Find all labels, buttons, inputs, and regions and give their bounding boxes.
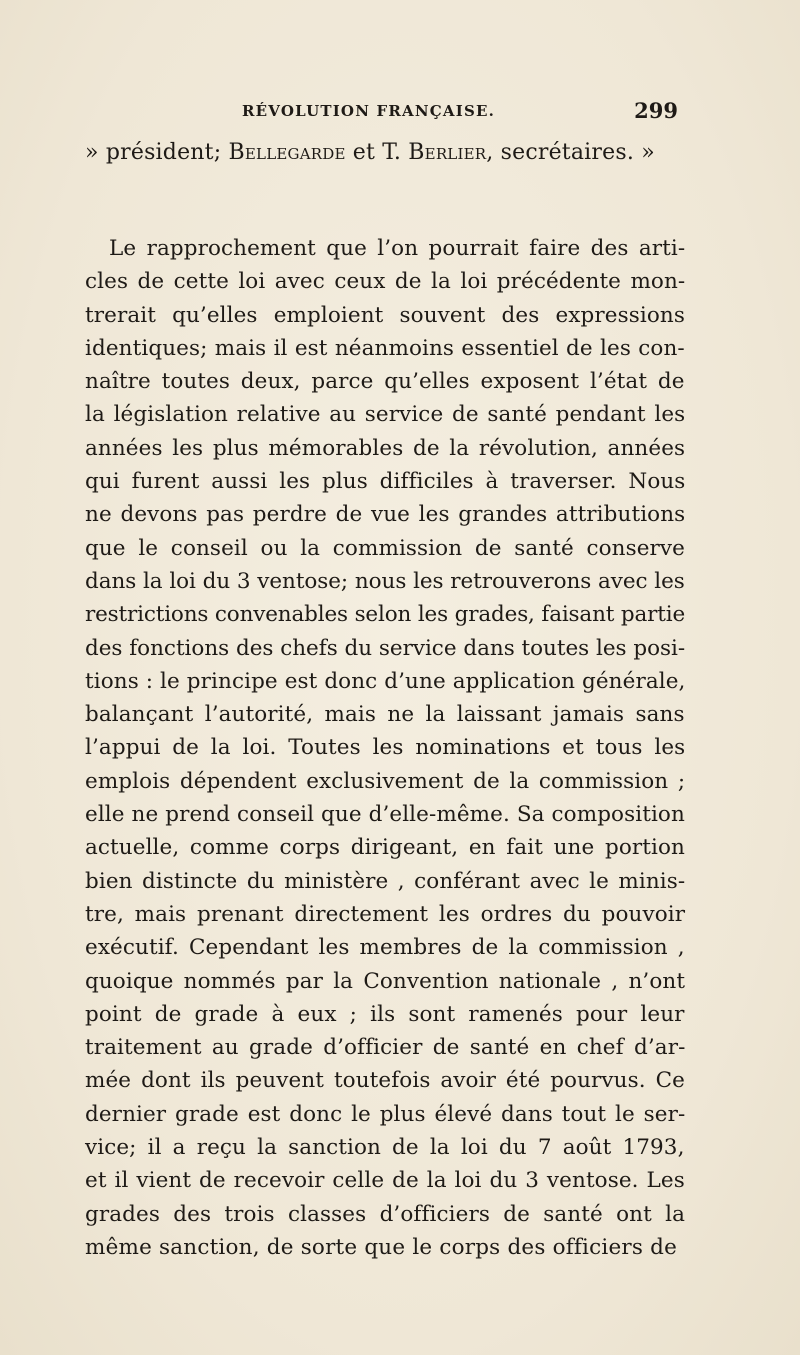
running-title: RÉVOLUTION FRANÇAISE. xyxy=(242,102,496,120)
quote-mid-text: et T. xyxy=(345,140,409,165)
person-name-berlier: Berlier xyxy=(408,140,487,165)
book-page: RÉVOLUTION FRANÇAISE. 299 » président; Bellegarde et T. Berlier, secrétaires. » Le rapprochement que l’on pourrait faire des arti- cles de cette loi avec ceux de la loi précédente mon- trerait qu’elles emploient souvent des expressions identiques; mais il est néanmoins essentiel de les con- naître toutes deux, parce qu’elles exposent l’état de la législation relative au service de santé pendant les années les plus mémorables de la révolution, années qui furent aussi les plus difficiles à traverser. Nous ne devons pas perdre de vue les grandes attributions que le conseil ou la commission de santé conserve dans la loi du 3 ventose; nous les retrouverons avec les restrictions convenables selon les grades, faisant partie des fonctions des chefs du service dans toutes les posi- tions : le principe est donc d’une application générale, balançant l’autorité, mais ne la laissant jamais sans l’appui de la loi. Toutes les nominations et tous les emplois dépendent exclusivement de la commission ; elle ne prend conseil que d’elle-même. Sa composition actuelle, comme corps dirigeant, en fait une portion bien distincte du ministère , conférant avec le minis- tre, mais prenant directement les ordres du pouvoir exécutif. Cependant les membres de la commission , quoique nommés par la Convention nationale , n’ont point de grade à eux ; ils sont ramenés pour leur traitement au grade d’officier de santé en chef d’ar- mée dont ils peuvent toutefois avoir été pourvus. Ce dernier grade est donc le plus élevé dans tout le ser- vice; il a reçu la sanction de la loi du 7 août 1793, et il vient de recevoir celle de la loi du 3 ventose. Les grades des trois classes d’officiers de santé ont la même sanction, de sorte que le corps des officiers de xyxy=(0,0,800,1355)
quote-close-text: , secrétaires. » xyxy=(486,140,655,165)
running-head xyxy=(90,98,678,130)
person-name-bellegarde: Bellegarde xyxy=(228,140,346,165)
quote-open-text: » président; xyxy=(85,140,229,165)
quote-closing-line xyxy=(85,140,685,165)
paragraph-line: Le rapprochement que l’on pourrait faire des arti- xyxy=(109,236,686,261)
page-number: 299 xyxy=(634,98,678,123)
